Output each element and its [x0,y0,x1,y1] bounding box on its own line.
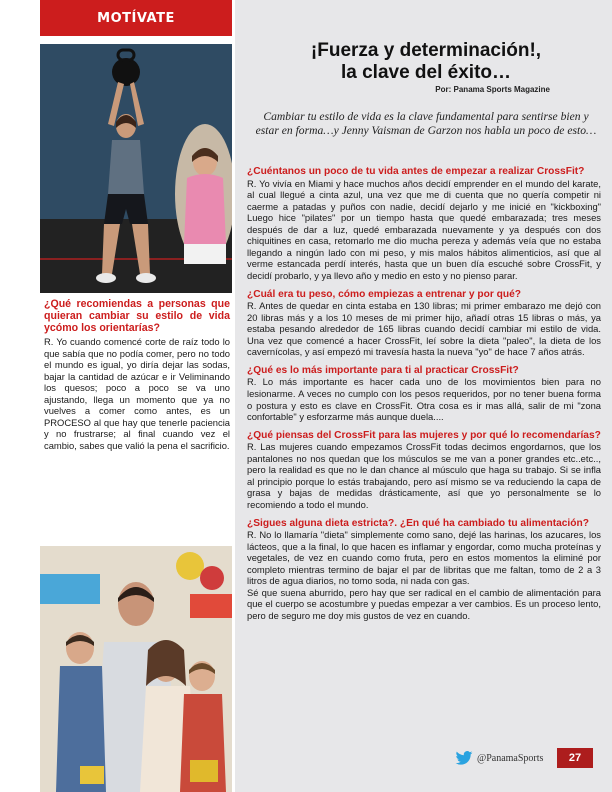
qa-list [247,166,601,628]
article-source: Por: Panama Sports Magazine [435,85,550,94]
twitter-bird-icon [455,751,473,765]
twitter-handle: @PanamaSports [477,752,544,764]
question-5: ¿Sigues alguna dieta estricta?. ¿En qué ha cambiado tu alimentación? [247,517,589,529]
section-label: MOTÍVATE [97,10,175,26]
family-illustration [40,546,232,792]
kettlebell-photo [40,44,232,293]
article-intro: Cambiar tu estilo de vida es la clave fundamental para sentirse bien y estar en forma…y Jenny Vaisman de Garzon nos habla un poco de esto… [255,110,597,137]
section-tab [40,0,232,36]
answer-1: R. Yo vivía en Miami y hace muchos años decidí emprender en el mundo del karate, al cual llegué a cinta azul, una vez que me di cuenta que no quería competir ni caerme a patadas y puños con nadie, decidí dejarlo y me inicié en "kickboxing" Luego hice "pilates" por un tiempo hasta que quedé embarazada; tres meses después de dar a luz, quedé embarazada nuevamente y ya después con dos chiquitines en casa, retomarlo me dio mucha pereza y además veía que no estaba llegando a ningún lado con mi peso, y mis malos hábitos alimenticios, así que al verme estancada perdí interés, hasta que un buen día escuché sobre CrossFit, y decidí probarlo, y ya llevo año y medio en esto y no pienso parar. [247,177,601,281]
answer-3: R. Lo más importante es hacer cada uno de los movimientos bien para no lesionarme. A veces no cumplo con los pesos requeridos, por no tener buena forma o postura y esto es clave en CrossFit. Otra cosa es ir mas allá, salir de mi "zona confortable" y esforzarme más aunque duela.... [247,376,601,423]
title-line-2: la clave del éxito… [340,62,512,83]
answer-5: R. No lo llamaría "dieta" simplemente como sano, dejé las harinas, los azucares, los lácteos, que a la final, lo que hacen es inflamar y engordar, como mucha proteínas y vegetales, de vez en cuando como fruta, pero en estos momentos la eliminé por completo mientras termino de bajar el par de libritas que me faltan, tomo de 2 a 3 litros de agua diarios, no tomo soda, ni nada con gas. Sé que suena aburrido, pero hay que ser radical en el cambio de alimentación para que el cuerpo se acostumbre y puedas empezar a ver cambios. Es un proceso lento, pero de seguro me doy mis gustos de vez en cuando. [247,529,601,621]
question-3: ¿Qué es lo más importante para ti al practicar CrossFit? [247,364,519,376]
question-1: ¿Cuéntanos un poco de tu vida antes de empezar a realizar CrossFit? [247,166,585,177]
title-line-1: ¡Fuerza y determinación!, [310,40,542,61]
question-2: ¿Cuál era tu peso, cómo empiezas a entrenar y por qué? [247,288,522,300]
left-question: ¿Qué recomiendas a personas que quieran cambiar su estilo de vida ycómo los orientarías? [44,298,230,334]
kettlebell-woman-illustration [40,44,232,293]
answer-4: R. Las mujeres cuando empezamos CrossFit todas decimos engordarnos, que los pantalones no nos quedan que los músculos se me van a poner grandes etc..etc.., pero la realidad es que no le dan chance al músculo que haga su trabajo. Si se infla al principio porque lo estás trabajando, pero así mismo se va reduciendo la capa de grasa y bajas de medidas drásticamente, así que yo personalmente se lo recomiendo a todo el mundo. [247,441,601,510]
article-title [250,40,602,84]
left-answer: R. Yo cuando comencé corte de raíz todo lo que sabía que no podía comer, pero no todo el mundo es igual, yo diría dejar las sodas, bajar la cantidad de azúcar e ir Veliminando los quesos; poco a poco se va uno ajustando, llega un momento que ya no vuelves a comer como antes, es un PROCESO al que hay que tenerle paciencia y no frustrarse; al final cuando vez el cambio, sabes que valió la pena el sacrificio. [44,336,230,451]
page-number: 27 [557,748,593,768]
twitter-footer[interactable] [455,750,555,766]
answer-2: R. Antes de quedar en cinta estaba en 130 libras; mi primer embarazo me dejó con 20 libras más y a los 10 meses de mi primer hijo, añadí otras 15 libras o más, ya estaba pesando alrededor de 165 libras cuando decidí cambiar mi estilo de vida. Una vez que comencé a hacer CrossFit, leí sobre la dieta "paleo", la dieta de los cavernícolas, y así empezó mi travesía hasta la nueva "yo" de hace 7 años atrás. [247,300,601,358]
family-photo [40,546,232,792]
question-4: ¿Qué piensas del CrossFit para las mujeres y por qué lo recomendarías? [247,429,601,441]
